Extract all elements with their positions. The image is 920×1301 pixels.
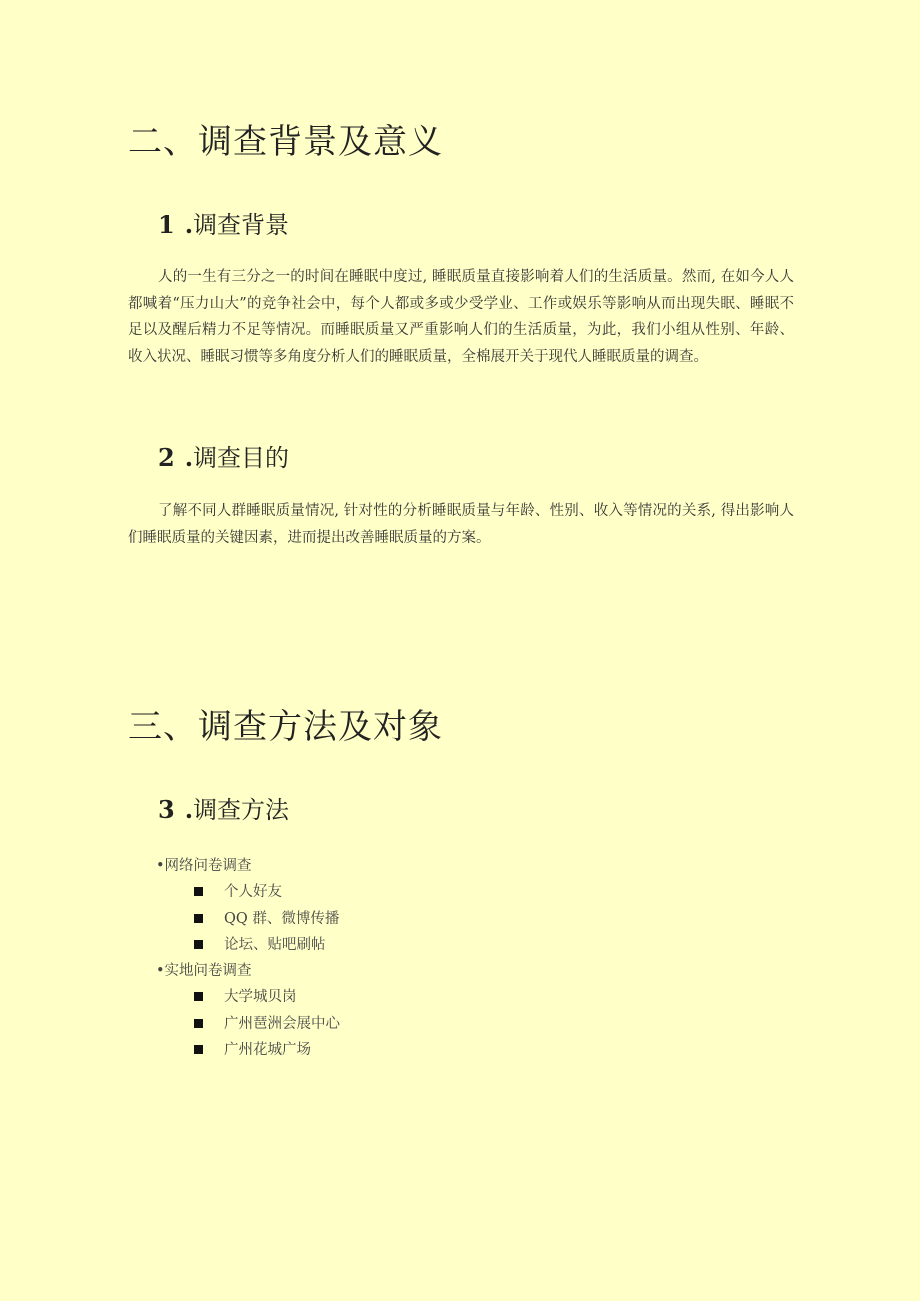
- subheading-title: 调查方法: [193, 796, 290, 824]
- square-bullet-icon: [194, 887, 203, 896]
- list-item: 个人好友: [156, 879, 340, 905]
- section-heading-background: 二、调查背景及意义: [128, 122, 443, 162]
- paragraph-survey-purpose: 了解不同人群睡眠质量情况, 针对性的分析睡眠质量与年龄、性别、收入等情况的关系, 得出影响人们睡眠质量的关键因素，进而提出改善睡眠质量的方案。: [128, 503, 794, 546]
- subheading-title: 调查目的: [193, 444, 290, 472]
- list-item: 大学城贝岗: [156, 984, 340, 1010]
- list-item: 广州琶洲会展中心: [156, 1011, 340, 1037]
- list-item: QQ 群、微博传播: [156, 906, 340, 932]
- subheading-survey-purpose: 2 .调查目的: [158, 443, 290, 472]
- subheading-number: 1: [158, 210, 175, 239]
- methods-list: [156, 853, 340, 1063]
- paragraph-survey-background: 人的一生有三分之一的时间在睡眠中度过, 睡眠质量直接影响着人们的生活质量。然而, 在如今人人都喊着“压力山大”的竞争社会中，每个人都或多或少受学业、工作或娱乐等影响从而出现失眠、睡眠不足以及醒后精力不足等情况。而睡眠质量又严重影响人们的生活质量，为此，我们小组从性别、年龄、收入状况、睡眠习惯等多角度分析人们的睡眠质量，全棉展开关于现代人睡眠质量的调查。: [128, 269, 794, 365]
- subheading-number: 2: [158, 443, 175, 472]
- square-bullet-icon: [194, 1045, 203, 1054]
- square-bullet-icon: [194, 914, 203, 923]
- subheading-number: 3: [158, 795, 175, 824]
- square-bullet-icon: [194, 940, 203, 949]
- subheading-title: 调查背景: [193, 211, 290, 239]
- square-bullet-icon: [194, 992, 203, 1001]
- square-bullet-icon: [194, 1019, 203, 1028]
- section-heading-methods: 三、调查方法及对象: [128, 707, 443, 747]
- list-item: 广州花城广场: [156, 1037, 340, 1063]
- subheading-survey-background: 1 .调查背景: [158, 210, 290, 239]
- subheading-survey-methods: 3 .调查方法: [158, 795, 290, 824]
- list-group-label: •网络问卷调查: [156, 858, 252, 874]
- list-group-label: •实地问卷调查: [156, 963, 252, 980]
- list-item: 论坛、贴吧刷帖: [156, 932, 340, 958]
